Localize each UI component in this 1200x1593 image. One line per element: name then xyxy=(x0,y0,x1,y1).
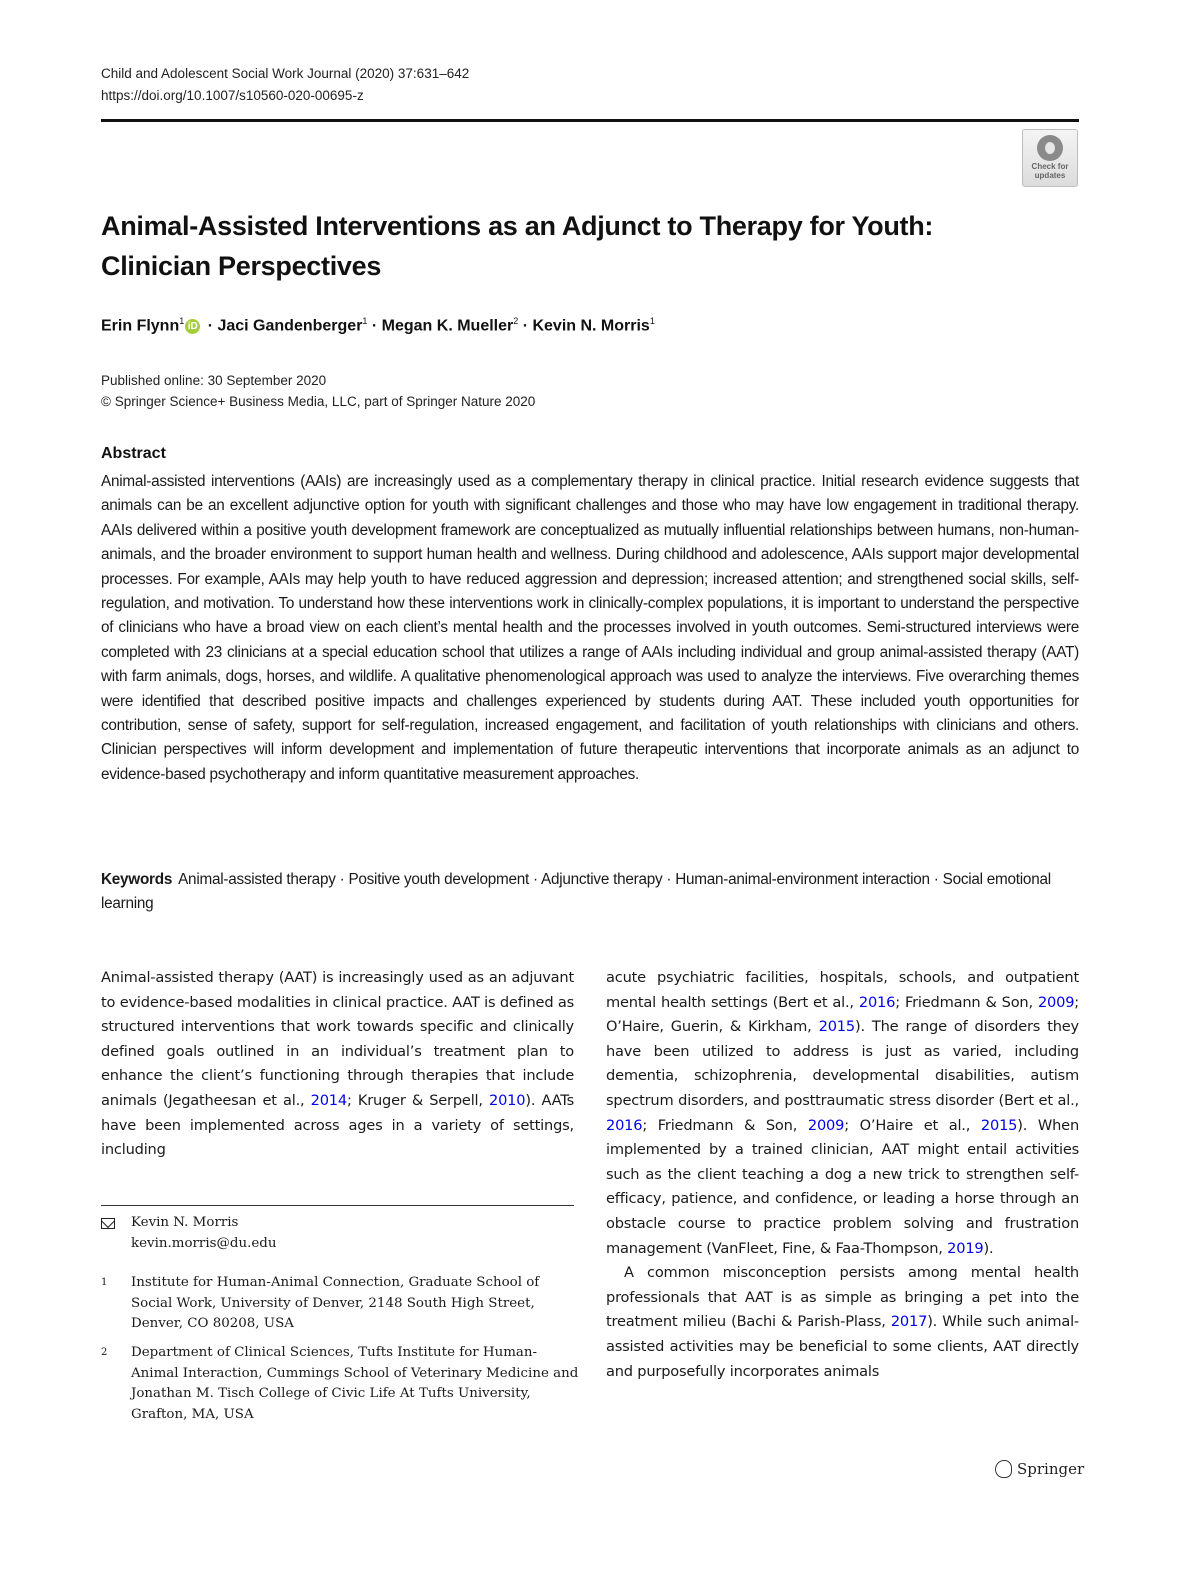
keywords-label: Keywords xyxy=(101,871,173,888)
body-column-right xyxy=(606,966,1079,1384)
citation-link[interactable]: 2014 xyxy=(310,1091,347,1109)
paragraph: acute psychiatric facilities, hospitals, schools, and outpatient mental health settings (Bert et al., 2016; Friedmann & Son, 2009; O’Haire, Guerin, & Kirkham, 2015). The range of disorders they have been utilized to address is just as varied, including dementia, schizophrenia, developmental disabilities, autism spectrum disorders, and posttraumatic stress disorder (Bert et al., 2016; Friedmann & Son, 2009; O’Haire et al., 2015). When implemented by a trained clinician, AAT might entail activities such as the client teaching a dog a new trick to strengthen self-efficacy, patience, and confidence, or leading a horse through an obstacle course to practice problem solving and frustration management (VanFleet, Fine, & Faa-Thompson, 2019). xyxy=(606,969,1080,1257)
citation-link[interactable]: 2015 xyxy=(818,1018,855,1036)
publisher-name: Springer xyxy=(1017,1460,1085,1478)
citation-link[interactable]: 2015 xyxy=(980,1116,1018,1134)
crossmark-icon xyxy=(1037,135,1063,161)
abstract-text: Animal-assisted interventions (AAIs) are increasingly used as a complementary therapy in clinical practice. Initial research evidence suggests that animals can be an excellent adjunctive option for youth with significant challenges and those who may have low engagement in traditional therapy. AAIs delivered within a positive youth development framework are conceptualized as mutually influential relationships between humans, non-human-animals, and the broader environment to support human health and wellness. During childhood and adolescence, AAIs support major developmental processes. For example, AAIs may help youth to have reduced aggression and depression; increased attention; and strengthened social skills, self-regulation, and motivation. To understand how these interventions work in clinically-complex populations, it is important to understand the perspective of clinicians who have a broad view on each client’s mental health and the processes involved in youth outcomes. Semi-structured interviews were completed with 23 clinicians at a special education school that utilizes a range of AAIs including individual and group animal-assisted therapy (AAT) with farm animals, dogs, horses, and wildlife. A qualitative phenomenological approach was used to analyze the interviews. Five overarching themes were identified that described positive impacts and challenges experienced by students during AAT. These included youth opportunities for contribution, sense of safety, support for self-regulation, increased engagement, and facilitation of youth relationships with clinicians and others. Clinician perspectives will inform development and implementation of future therapeutic interventions that incorporate animals as an adjunct to evidence-based psychotherapy and inform quantitative measurement approaches. xyxy=(101,473,1079,783)
header-rule xyxy=(101,119,1079,122)
keywords xyxy=(101,868,1079,917)
running-header xyxy=(101,63,469,107)
citation-link[interactable]: 2010 xyxy=(489,1091,526,1109)
abstract-heading: Abstract xyxy=(101,445,166,462)
citation-link[interactable]: 2009 xyxy=(807,1116,845,1134)
author-name[interactable]: Megan K. Mueller xyxy=(381,317,514,335)
citation-link[interactable]: 2019 xyxy=(947,1239,984,1257)
author-name[interactable]: Erin Flynn xyxy=(101,317,180,335)
published-date: Published online: 30 September 2020 xyxy=(101,373,327,388)
citation-link[interactable]: 2017 xyxy=(890,1313,928,1331)
corresponding-author: Kevin N. Morris kevin.morris@du.edu xyxy=(131,1213,581,1254)
journal-citation: Child and Adolescent Social Work Journal (2020) 37:631–642 xyxy=(101,66,470,81)
copyright: © Springer Science+ Business Media, LLC, part of Springer Nature 2020 xyxy=(101,394,536,409)
springer-horse-icon xyxy=(995,1460,1012,1478)
doi-link[interactable]: https://doi.org/10.1007/s10560-020-00695-z xyxy=(101,88,364,103)
affiliation-1: Institute for Human-Animal Connection, Graduate School of Social Work, University of Denver, 2148 South High Street, Denver, CO 80208, USA xyxy=(131,1275,540,1331)
citation-link[interactable]: 2009 xyxy=(1037,993,1075,1011)
email-link[interactable]: kevin.morris@du.edu xyxy=(131,1235,277,1251)
footnote-rule xyxy=(101,1205,574,1206)
envelope-icon xyxy=(101,1218,115,1229)
author-name[interactable]: Jaci Gandenberger xyxy=(217,317,363,335)
paragraph: A common misconception persists among mental health professionals that AAT is as simple as bringing a pet into the treatment milieu (Bachi & Parish-Plass, 2017). While such animal-assisted activities may be beneficial to some clients, AAT directly and purposefully incorporates animals xyxy=(606,1264,1079,1380)
publication-info xyxy=(101,370,535,412)
author-name[interactable]: Kevin N. Morris xyxy=(532,317,650,335)
affiliation-mark: 1 xyxy=(101,1277,108,1288)
keywords-list: Animal-assisted therapy · Positive youth development · Adjunctive therapy · Human-animal-environment interaction · Social emotional learning xyxy=(101,871,1051,913)
author-list: Erin Flynn$^1$iD · Jaci Gandenberger$^1$ · Megan K. Mueller$^2$ · Kevin N. Morris$^1$ xyxy=(101,316,655,335)
citation-link[interactable]: 2016 xyxy=(858,993,896,1011)
citation-link[interactable]: 2016 xyxy=(606,1116,643,1134)
affiliation-2: Department of Clinical Sciences, Tufts Institute for Human-Animal Interaction, Cummings School of Veterinary Medicine and Jonathan M. Tisch College of Civic Life At Tufts University, Grafton, MA, USA xyxy=(131,1345,579,1422)
check-for-updates-button[interactable]: Check for updates xyxy=(1022,129,1078,187)
orcid-icon[interactable]: iD xyxy=(185,319,200,334)
article-title: Animal-Assisted Interventions as an Adjunct to Therapy for Youth: Clinician Perspectives xyxy=(101,211,934,281)
publisher-logo xyxy=(995,1460,1084,1478)
affiliation-mark: 2 xyxy=(101,1347,108,1358)
body-column-left xyxy=(101,966,574,1163)
paragraph: Animal-assisted therapy (AAT) is increasingly used as an adjuvant to evidence-based modalities in clinical practice. AAT is defined as structured interventions that work towards specific and clinically defined goals outlined in an individual’s treatment plan to enhance the client’s functioning through therapies that include animals (Jegatheesan et al., 2014; Kruger & Serpell, 2010). AATs have been implemented across ages in a variety of settings, including xyxy=(101,969,574,1159)
